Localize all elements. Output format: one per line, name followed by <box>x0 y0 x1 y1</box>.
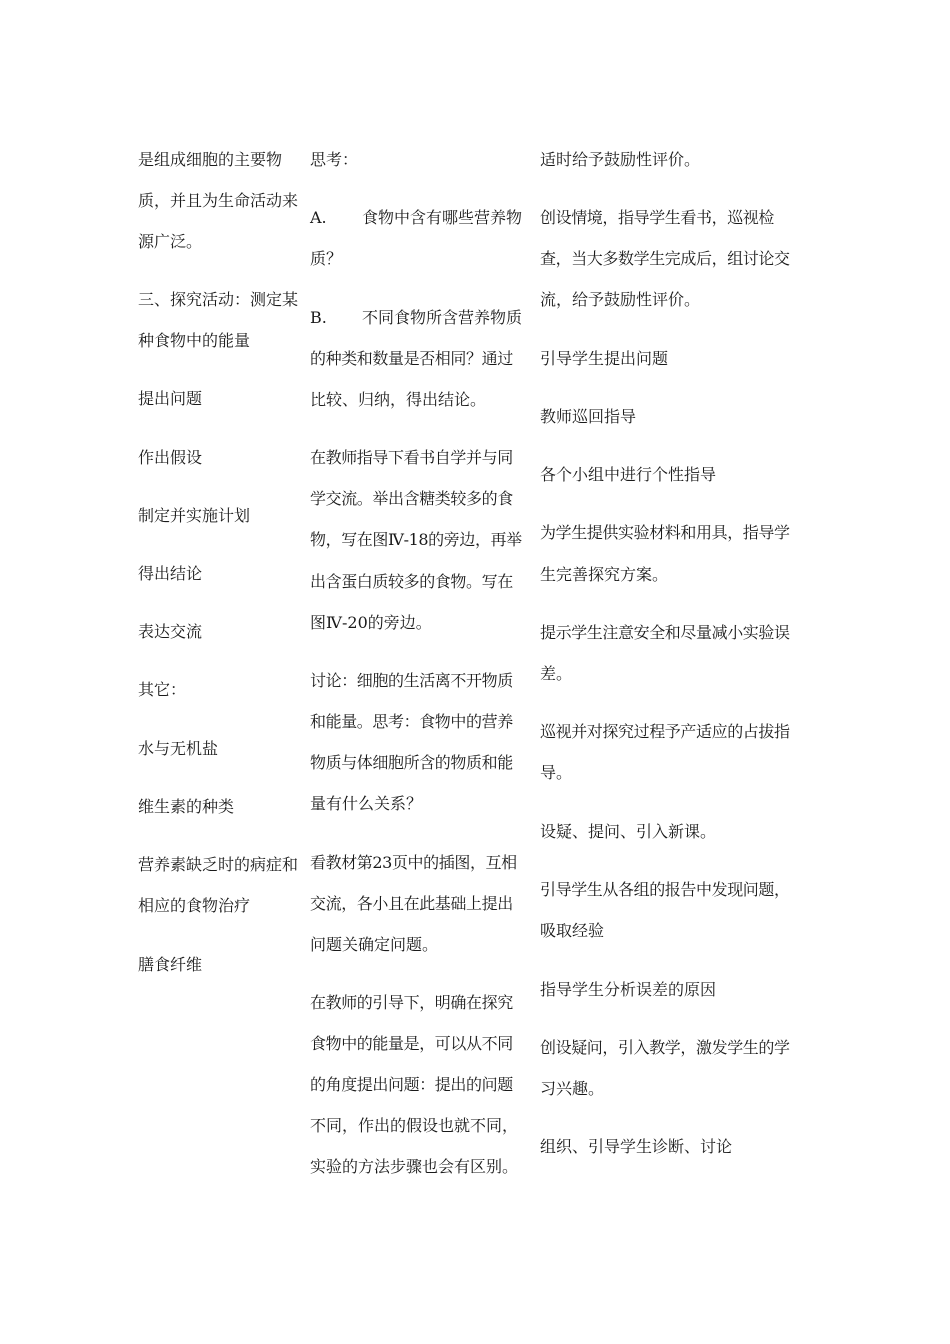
text-line: 比较、归纳，得出结论。 <box>310 390 487 409</box>
text-line: 得出结论 <box>138 564 203 583</box>
text-line: 水与无机盐 <box>138 739 219 758</box>
text-line: 交流，各小且在此基础上提出 <box>310 894 513 913</box>
text-line: 在教师指导下看书自学并与同 <box>310 448 513 467</box>
text-line: 膳食纤维 <box>138 955 203 974</box>
text-line: 质？ <box>310 249 343 268</box>
text-line: 讨论：细胞的生活离不开物质 <box>310 671 513 690</box>
text-line: 创设疑问，引入教学，激发学生的学 <box>540 1038 790 1057</box>
text-line: 是组成细胞的主要物 <box>138 150 283 169</box>
text-line: 其它： <box>138 680 187 699</box>
text-line: 物质与体细胞所含的物质和能 <box>310 753 513 772</box>
text-line: 设疑、提问、引入新课。 <box>540 822 717 841</box>
text-line: 物，写在图Ⅳ-18的旁边，再举 <box>310 530 522 549</box>
text-line: 制定并实施计划 <box>138 506 251 525</box>
text-line: 出含蛋白质较多的食物。写在 <box>310 572 513 591</box>
text-line: 和能量。思考：食物中的营养 <box>310 712 513 731</box>
text-line: 表达交流 <box>138 622 203 641</box>
text-line: 思考： <box>310 150 359 169</box>
text-line: 指导学生分析误差的原因 <box>540 980 717 999</box>
text-line: 看教材第23页中的插图，互相 <box>310 853 517 872</box>
text-line: 图Ⅳ-20的旁边。 <box>310 613 432 632</box>
text-line: 维生素的种类 <box>138 797 235 816</box>
text-line: 生完善探究方案。 <box>540 565 669 584</box>
text-line: 作出假设 <box>138 448 203 467</box>
text-line: 提出问题 <box>138 389 203 408</box>
text-line: 引导学生提出问题 <box>540 349 669 368</box>
text-line: 教师巡回指导 <box>540 407 637 426</box>
text-line: 吸取经验 <box>540 921 605 940</box>
text-line: 营养素缺乏时的病症和 <box>138 855 299 874</box>
text-line: 的角度提出问题：提出的问题 <box>310 1075 513 1094</box>
text-line: 导。 <box>540 763 573 782</box>
text-line: 源广泛。 <box>138 232 203 251</box>
text-line: 组织、引导学生诊断、讨论 <box>540 1137 733 1156</box>
text-line: 差。 <box>540 664 573 683</box>
text-line: 各个小组中进行个性指导 <box>540 465 717 484</box>
list-marker: B. <box>310 308 327 327</box>
text-line: 流，给予鼓励性评价。 <box>540 290 701 309</box>
text-line: 在教师的引导下，明确在探究 <box>310 993 513 1012</box>
text-line: 适时给予鼓励性评价。 <box>540 150 701 169</box>
text-line: 种食物中的能量 <box>138 331 251 350</box>
text-line: 查，当大多数学生完成后，组讨论交 <box>540 249 790 268</box>
text-line: 问题关确定问题。 <box>310 935 439 954</box>
text-line: 的种类和数量是否相同？通过 <box>310 349 513 368</box>
text-line: 为学生提供实验材料和用具，指导学 <box>540 523 790 542</box>
text-line: 食物中含有哪些营养物 <box>362 208 523 227</box>
text-line: 不同，作出的假设也就不同， <box>310 1116 519 1135</box>
text-line: 学交流。举出含糖类较多的食 <box>310 489 513 508</box>
text-line: 引导学生从各组的报告中发现问题， <box>540 880 790 899</box>
text-line: 习兴趣。 <box>540 1079 605 1098</box>
list-marker: A. <box>310 208 327 227</box>
text-line: 相应的食物治疗 <box>138 896 251 915</box>
text-line: 质，并且为生命活动来 <box>138 191 299 210</box>
text-line: 不同食物所含营养物质 <box>362 308 523 327</box>
text-line: 三、探究活动：测定某 <box>138 290 299 309</box>
text-line: 量有什么关系？ <box>310 794 423 813</box>
text-line: 提示学生注意安全和尽量减小实验误 <box>540 623 790 642</box>
text-line: 实验的方法步骤也会有区别。 <box>310 1157 519 1176</box>
text-line: 创设情境，指导学生看书，巡视检 <box>540 208 775 227</box>
text-line: 食物中的能量是，可以从不同 <box>310 1034 513 1053</box>
text-line: 巡视并对探究过程予产适应的占拔指 <box>540 722 790 741</box>
